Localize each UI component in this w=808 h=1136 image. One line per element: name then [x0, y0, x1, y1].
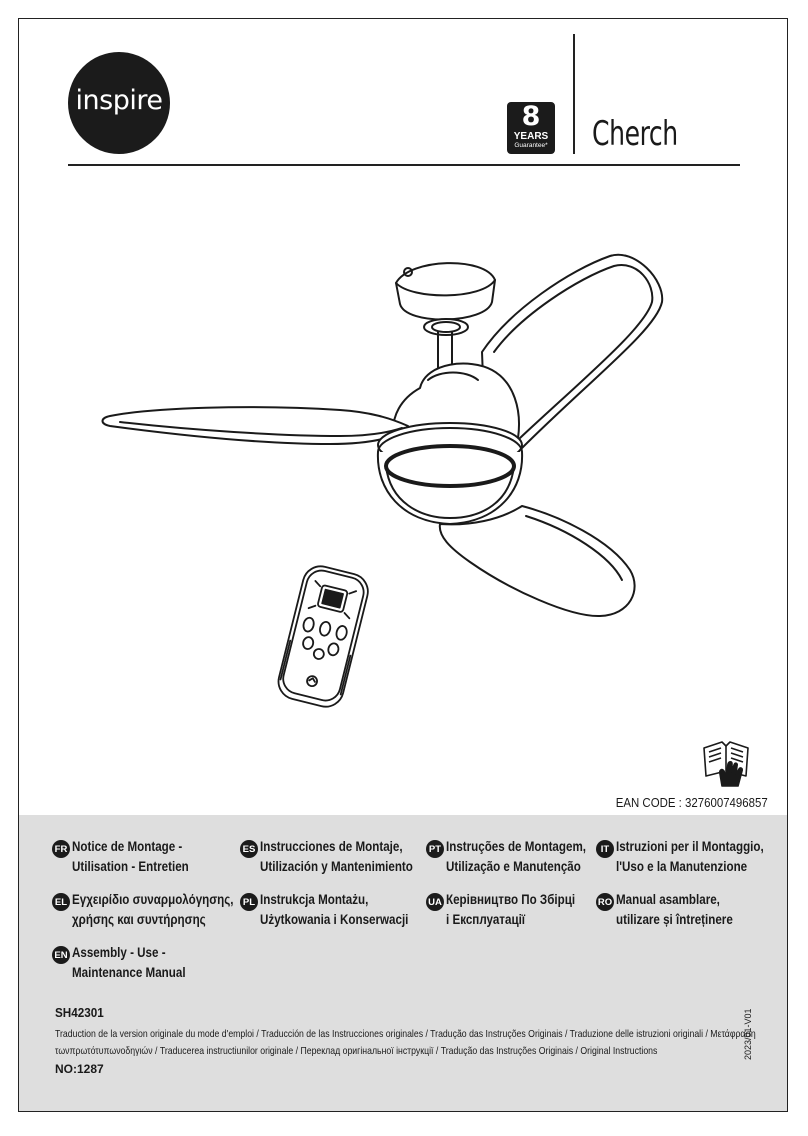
language-title: Εγχειρίδιο συναρμολόγησης, — [72, 892, 234, 907]
ean-code: EAN CODE : 3276007496857 — [615, 795, 768, 810]
language-subtitle: Użytkowania i Konserwacji — [260, 912, 409, 927]
language-ro — [596, 890, 752, 930]
language-subtitle: utilizare și întreținere — [616, 912, 733, 927]
language-code-badge: EN — [52, 946, 70, 964]
language-el — [52, 890, 260, 930]
language-subtitle: χρήσης και συντήρησης — [72, 912, 206, 927]
language-ua — [426, 890, 596, 930]
warranty-years-number: 8 — [521, 101, 541, 132]
language-title: Notice de Montage - — [72, 839, 183, 854]
translation-note — [55, 1026, 756, 1060]
product-title: Cherch — [592, 114, 678, 154]
language-title: Instruções de Montagem, — [446, 839, 586, 854]
language-subtitle: Utilización y Mantenimiento — [260, 859, 413, 874]
language-en — [52, 943, 204, 983]
product-reference: SH42301 — [55, 1005, 104, 1020]
language-subtitle: Utilização e Manutenção — [446, 859, 581, 874]
language-code-badge: ES — [240, 840, 258, 858]
language-subtitle: і Експлуатації — [446, 912, 526, 927]
language-title: Керівництво По Збірці — [446, 892, 576, 907]
warranty-badge — [507, 102, 555, 154]
language-title: Instrukcja Montażu, — [260, 892, 369, 907]
header-rule — [68, 164, 740, 166]
language-pt — [426, 837, 609, 877]
remote-control-illustration — [262, 562, 380, 712]
language-title: Instrucciones de Montaje, — [260, 839, 403, 854]
language-title: Manual asamblare, — [616, 892, 720, 907]
language-code-badge: UA — [426, 893, 444, 911]
warranty-years-label: YEARS — [513, 131, 549, 142]
document-number: NO:1287 — [55, 1062, 104, 1076]
ceiling-fan-illustration — [90, 240, 680, 710]
header-divider — [573, 34, 575, 154]
inspire-logo — [68, 52, 170, 154]
language-es — [240, 837, 438, 877]
logo-text: inspire — [75, 85, 163, 116]
language-subtitle: Maintenance Manual — [72, 965, 186, 980]
language-code-badge: PT — [426, 840, 444, 858]
read-manual-icon — [700, 738, 752, 788]
translation-note-line: Traduction de la version originale du mode d'emploi / Traducción de las Instrucciones originales / Tradução das Instruções Originais / Traduzione delle istruzioni originali / Μετάφραση — [55, 1028, 756, 1040]
translation-note-line: τωνπρωτότυπωνοδηγιών / Traducerea instructiunilor originale / Переклад оригінальної інструкції / Tradução das Instruções Originais / Original Instructions — [55, 1045, 658, 1057]
language-code-badge: PL — [240, 893, 258, 911]
language-code-badge: FR — [52, 840, 70, 858]
language-subtitle: Utilisation - Entretien — [72, 859, 189, 874]
document-version: 2023/01-V01 — [743, 1008, 753, 1060]
warranty-guarantee-label: Guarantee* — [514, 142, 548, 149]
language-subtitle: l'Uso e la Manutenzione — [616, 859, 748, 874]
language-fr — [52, 837, 208, 877]
language-pl — [240, 890, 433, 930]
language-it — [596, 837, 788, 877]
language-code-badge: IT — [596, 840, 614, 858]
language-title: Assembly - Use - — [72, 945, 166, 960]
language-title: Istruzioni per il Montaggio, — [616, 839, 764, 854]
language-code-badge: EL — [52, 893, 70, 911]
language-code-badge: RO — [596, 893, 614, 911]
